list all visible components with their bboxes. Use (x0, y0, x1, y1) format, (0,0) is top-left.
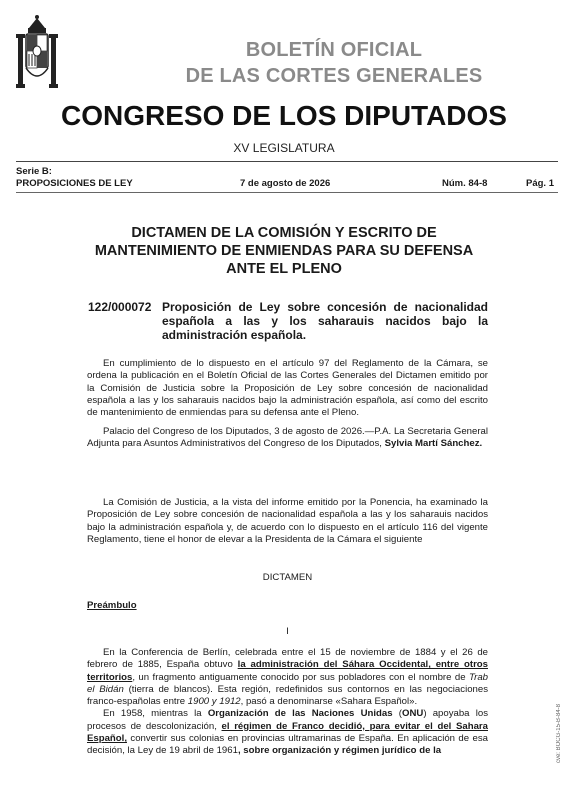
legislature: XV LEGISLATURA (233, 141, 335, 155)
page-number: Pág. 1 (526, 178, 554, 189)
file-title: Proposición de Ley sobre concesión de nacionalidad española a las y los saharauis nacidos bajo la administración española. (162, 300, 488, 342)
document-verification-code: cve: BOCG-15-B-84-8 (556, 704, 562, 764)
bulletin-title (100, 37, 568, 89)
bold-run: Organización de las Naciones Unidas (207, 708, 393, 720)
document-title (60, 224, 508, 278)
italic-run: Trab el Bidán (87, 671, 488, 695)
text-run: , pasó a denominarse «Sahara Español». (240, 696, 418, 708)
file-number: 122/000072 (88, 300, 152, 314)
serie-block (16, 166, 133, 190)
text-run: , un fragmento antiguamente conocido por sus pobladores con el nombre de (132, 671, 469, 683)
text-run: En 1958, mientras la (103, 708, 208, 720)
bulletin-title-line1: BOLETÍN OFICIAL (245, 39, 423, 61)
issue-number: Núm. 84-8 (442, 178, 488, 189)
serie-label: Serie B: (16, 166, 52, 177)
bold-run: ONU (401, 708, 424, 720)
document-title-line2: MANTENIMIENTO DE ENMIENDAS PARA SU DEFENSA (94, 243, 474, 259)
signer-name: Sylvia Martí Sánchez. (384, 438, 483, 450)
paragraph-text: La Comisión de Justicia, a la vista del informe emitido por la Ponencia, ha examinado la Proposición de Ley sobre concesión de nacionalidad española a las y los saharauis nacidos bajo la administración española y, de acuerdo con lo dispuesto en el artículo 116 del vigente Reglamento, tiene el honor de elevar a la Presidenta de la Cámara el siguiente (87, 497, 488, 545)
text-run: (tierra de blancos). Esta región, redefinidos sus contornos en las negociaciones franco-españolas entre (87, 683, 489, 708)
header-bottom-rule (16, 192, 558, 193)
paragraph-commission (87, 497, 488, 546)
text-run: En la Conferencia de Berlín, celebrada entre el 15 de noviembre de 1884 y el 26 de febrero de 1885, España obtuvo (87, 647, 488, 671)
paragraph-publication-order (87, 358, 488, 419)
paragraph-text: En cumplimiento de lo dispuesto en el artículo 97 del Reglamento de la Cámara, se ordena la publicación en el Boletín Oficial de las Cortes Generales del Dictamen emitido por la Comisión de Justicia sobre la Proposición de Ley sobre concesión de nacionalidad española a las y los saharauis nacidos bajo la administración española, así como del escrito de mantenimiento de enmiendas para su defensa ante el Pleno. (87, 358, 488, 419)
publication-date: 7 de agosto de 2026 (240, 178, 331, 189)
text-run: convertir sus colonias en provincias ultramarinas de España. En aplicación de esa decisión, la Ley de 19 abril de 1961 (87, 733, 488, 757)
signature-text: Palacio del Congreso de los Diputados, 3 de agosto de 2026.—P.A. La Secretaria General Adjunta para Asuntos Administrativos del Congreso de los Diputados, (87, 426, 488, 450)
header-rule (16, 161, 558, 162)
dictamen-heading: DICTAMEN (262, 572, 313, 583)
bold-run: , sobre organización y régimen jurídico de la (237, 745, 442, 757)
serie-name: PROPOSICIONES DE LEY (16, 178, 133, 189)
emphasis-run: la administración del Sáhara Occidental, entre otros territorios (87, 659, 488, 683)
chamber-title: CONGRESO DE LOS DIPUTADOS (61, 100, 507, 131)
preamble-heading: Preámbulo (87, 600, 137, 611)
paragraph-berlin-conference (87, 647, 488, 758)
document-title-line3: ANTE EL PLENO (226, 261, 342, 277)
text-run: ( (392, 708, 402, 720)
text-run: ) apoyaba los procesos de descolonización, (87, 708, 488, 732)
document-title-line1: DICTAMEN DE LA COMISIÓN Y ESCRITO DE (131, 225, 437, 241)
paragraph-signature (87, 426, 488, 451)
italic-run: 1900 y 1912 (187, 696, 241, 708)
section-roman-numeral: I (286, 626, 289, 637)
emphasis-run: el régimen de Franco decidió, para evitar el del Sahara Español, (87, 720, 488, 745)
coat-of-arms-icon (16, 14, 58, 92)
bulletin-title-line2: DE LAS CORTES GENERALES (185, 65, 483, 87)
